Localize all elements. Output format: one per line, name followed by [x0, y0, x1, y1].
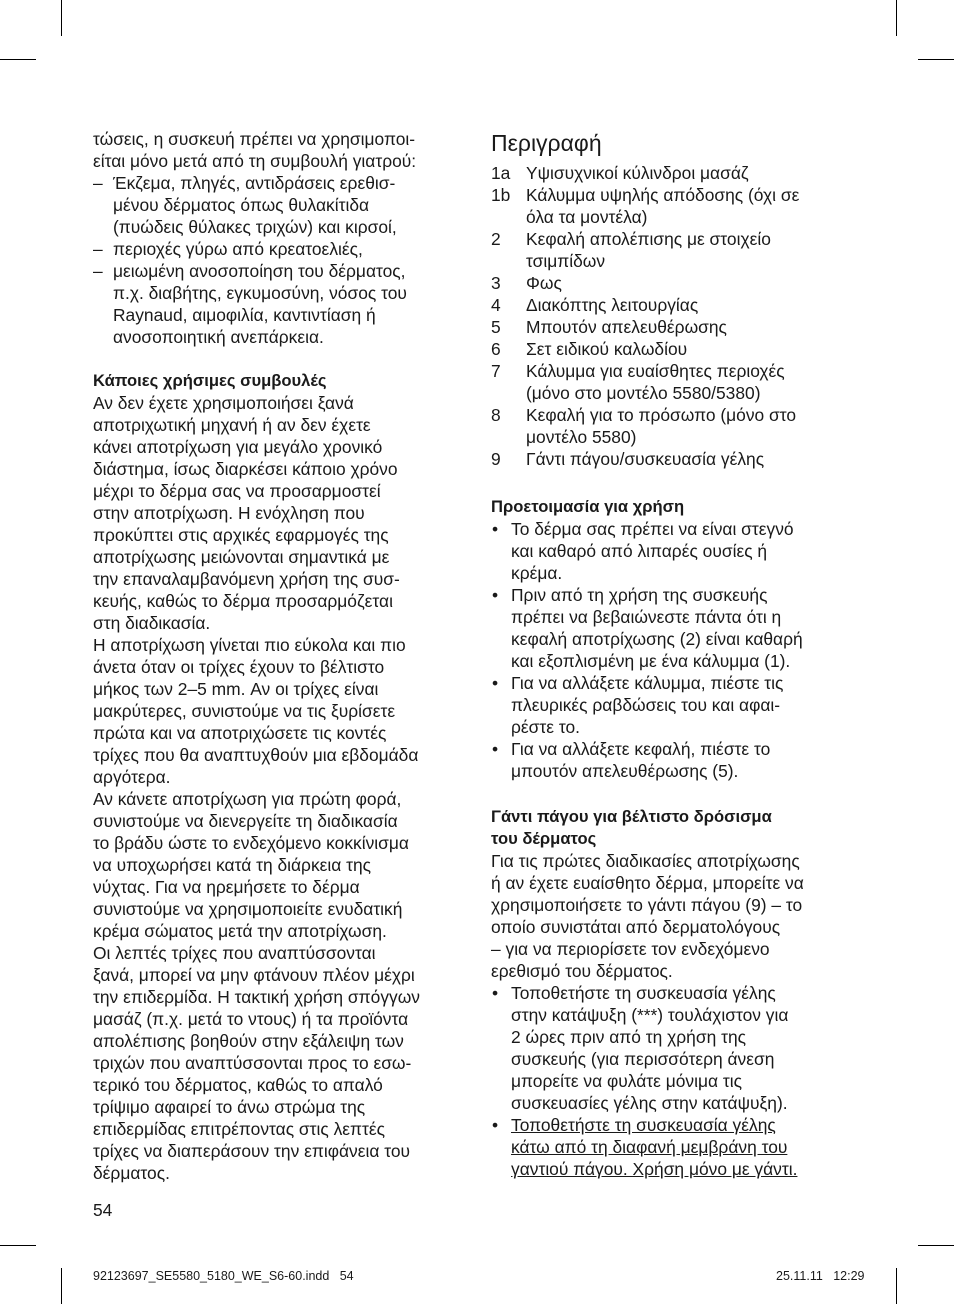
crop-mark [918, 1245, 954, 1246]
condition-item: – Έκζεμα, πληγές, αντιδράσεις ερεθισ- μένου δέρματος όπως θυλακίτιδα (πυώδεις θύλακες τριχών) και κιρσοί, [93, 172, 465, 238]
tips-paragraph: Οι λεπτές τρίχες που αναπτύσσονται ξανά, μπορεί να μην φτάνουν πλέον μέχρι την επιδερμίδα. Η τακτική χρήση σπόγγων μασάζ (π.χ. μετά το ντους) ή τα προϊόντα απολέπισης βοηθούν στην εξάλειψη των τριχών που αναπτύσσονται προς το εσω- τερικό του δέρματος, καθώς το απαλό τρίψιμο αφαιρεί το άνω στρώμα της επιδερμίδας επιτρέποντας στις λεπτές τρίχες να διαπεράσουν την επιφάνεια του δέρματος. [93, 943, 420, 1183]
condition-item: – περιοχές γύρω από κρεατοελιές, [93, 238, 465, 260]
part-number: 9 [491, 449, 501, 469]
part-number: 8 [491, 405, 501, 425]
part-number: 6 [491, 339, 501, 359]
part-list-item: 8 Κεφαλή για το πρόσωπο (μόνο στο μοντέλο 5580) [491, 405, 797, 447]
crop-mark [896, 0, 897, 36]
part-list-item: 4 Διακόπτης λειτουργίας [491, 295, 699, 315]
tips-paragraph: Αν δεν έχετε χρησιμοποιήσει ξανά αποτριχωτική μηχανή ή αν δεν έχετε κάνει αποτρίχωση για μεγάλο χρονικό διάστημα, ίσως διαρκέσει κάποιο χρόνο μέχρι το δέρμα σας να προσαρμοστεί στην αποτρίχωση. Η ενόχληση που προκύπτει στις αρχικές εφαρμογές της αποτρίχωσης μειώνονται σημαντικά με την επαναλαμβανόμενη χρήση της συσ- κευής, καθώς το δέρμα προσαρμόζεται στη διαδικασία. [93, 393, 400, 633]
part-number: 5 [491, 317, 501, 337]
crop-mark [61, 1268, 62, 1304]
part-number: 4 [491, 295, 501, 315]
part-number: 7 [491, 361, 501, 381]
part-number: 1a [491, 163, 511, 183]
part-number: 1b [491, 185, 511, 205]
left-column [93, 128, 465, 1184]
prep-bullet: • Για να αλλάξετε κεφαλή, πιέστε το μπουτόν απελευθέρωσης (5). [491, 738, 863, 782]
glove-heading: Γάντι πάγου για βέλτιστο δρόσισμα του δέρματος [491, 807, 772, 848]
glove-paragraph: Για τις πρώτες διαδικασίες αποτρίχωσης ή αν έχετε ευαίσθητο δέρμα, μπορείτε να χρησιμοποιήσετε το γάντι πάγου (9) – το οποίο συνιστάται από δερματολόγους – για να περιορίσετε τον ενδεχόμενο ερεθισμό του δέρματος. [491, 851, 804, 981]
prep-bullet: • Το δέρμα σας πρέπει να είναι στεγνό και καθαρό από λιπαρές ουσίες ή κρέμα. [491, 518, 863, 584]
crop-mark [61, 0, 62, 36]
tips-paragraph: Αν κάνετε αποτρίχωση για πρώτη φορά, συνιστούμε να διενεργείτε τη διαδικασία το βράδυ ώστε το ενδεχόμενο κοκκίνισμα να υποχωρήσει κατά τη διάρκεια της νύχτας. Για να ηρεμήσετε το δέρμα συνιστούμε να χρησιμοποιείτε ενυδατική κρέμα σώματος μετά την αποτρίχωση. [93, 789, 409, 941]
part-list-item: 1a Υψισυχνικοί κύλινδροι μασάζ [491, 163, 749, 183]
crop-mark [0, 59, 36, 60]
footer-date-time: 25.11.11 12:29 [776, 1269, 865, 1283]
part-list-item: 9 Γάντι πάγου/συσκευασία γέλης [491, 449, 765, 469]
crop-mark [896, 1268, 897, 1304]
part-list-item: 1b Κάλυμμα υψηλής απόδοσης (όχι σε όλα τα μοντέλα) [491, 185, 800, 227]
crop-mark [918, 59, 954, 60]
part-list-item: 7 Κάλυμμα για ευαίσθητες περιοχές (μόνο στο μοντέλο 5580/5380) [491, 361, 785, 403]
part-list-item: 3 Φως [491, 273, 562, 293]
prep-heading: Προετοιμασία για χρήση [491, 497, 685, 516]
tips-heading: Κάποιες χρήσιμες συμβουλές [93, 371, 327, 390]
glove-bullet: • Τοποθετήστε τη συσκευασία γέλης κάτω από τη διαφανή μεμβράνη του γαντιού πάγου. Χρήση μόνο με γάντι. [491, 1114, 863, 1180]
section-title: Περιγραφή [491, 130, 602, 156]
right-column [491, 126, 863, 1180]
intro-text: τώσεις, η συσκευή πρέπει να χρησιμοποι- είται μόνο μετά από τη συμβουλή γιατρού: [93, 129, 417, 171]
prep-bullet: • Για να αλλάξετε κάλυμμα, πιέστε τις πλευρικές ραβδώσεις του και αφαι- ρέστε το. [491, 672, 863, 738]
part-number: 2 [491, 229, 501, 249]
condition-item: – μειωμένη ανοσοποίηση του δέρματος, π.χ. διαβήτης, εγκυμοσύνη, νόσος του Raynaud, αιμοφιλία, καντιντίαση ή ανοσοποιητική ανεπάρκεια. [93, 260, 465, 348]
tips-paragraph: Η αποτρίχωση γίνεται πιο εύκολα και πιο άνετα όταν οι τρίχες έχουν το βέλτιστο μήκος των 2–5 mm. Αν οι τρίχες είναι μακρύτερες, συνιστούμε να τις ξυρίσετε πρώτα και να αποτριχώσετε τις κοντές τρίχες που θα αναπτυχθούν μια εβδομάδα αργότερα. [93, 635, 419, 787]
part-list-item: 6 Σετ ειδικού καλωδίου [491, 339, 688, 359]
footer-file-name: 92123697_SE5580_5180_WE_S6-60.indd 54 [93, 1269, 354, 1283]
crop-mark [0, 1245, 36, 1246]
page-number: 54 [93, 1200, 113, 1220]
part-list-item: 5 Μπουτόν απελευθέρωσης [491, 317, 727, 337]
glove-bullet: • Τοποθετήστε τη συσκευασία γέλης στην κατάψυξη (***) τουλάχιστον για 2 ώρες πριν από τη χρήση της συσκευής (για περισσότερη άνεση μπορείτε να φυλάτε μόνιμα τις συσκευασίες γέλης στην κατάψυξη). [491, 982, 863, 1114]
part-list-item: 2 Κεφαλή απολέπισης με στοιχείο τσιμπίδων [491, 229, 771, 271]
prep-bullet: • Πριν από τη χρήση της συσκευής πρέπει να βεβαιώνεστε πάντα ότι η κεφαλή αποτρίχωσης (2) είναι καθαρή και εξοπλισμένη με ένα κάλυμμα (1). [491, 584, 863, 672]
part-number: 3 [491, 273, 501, 293]
